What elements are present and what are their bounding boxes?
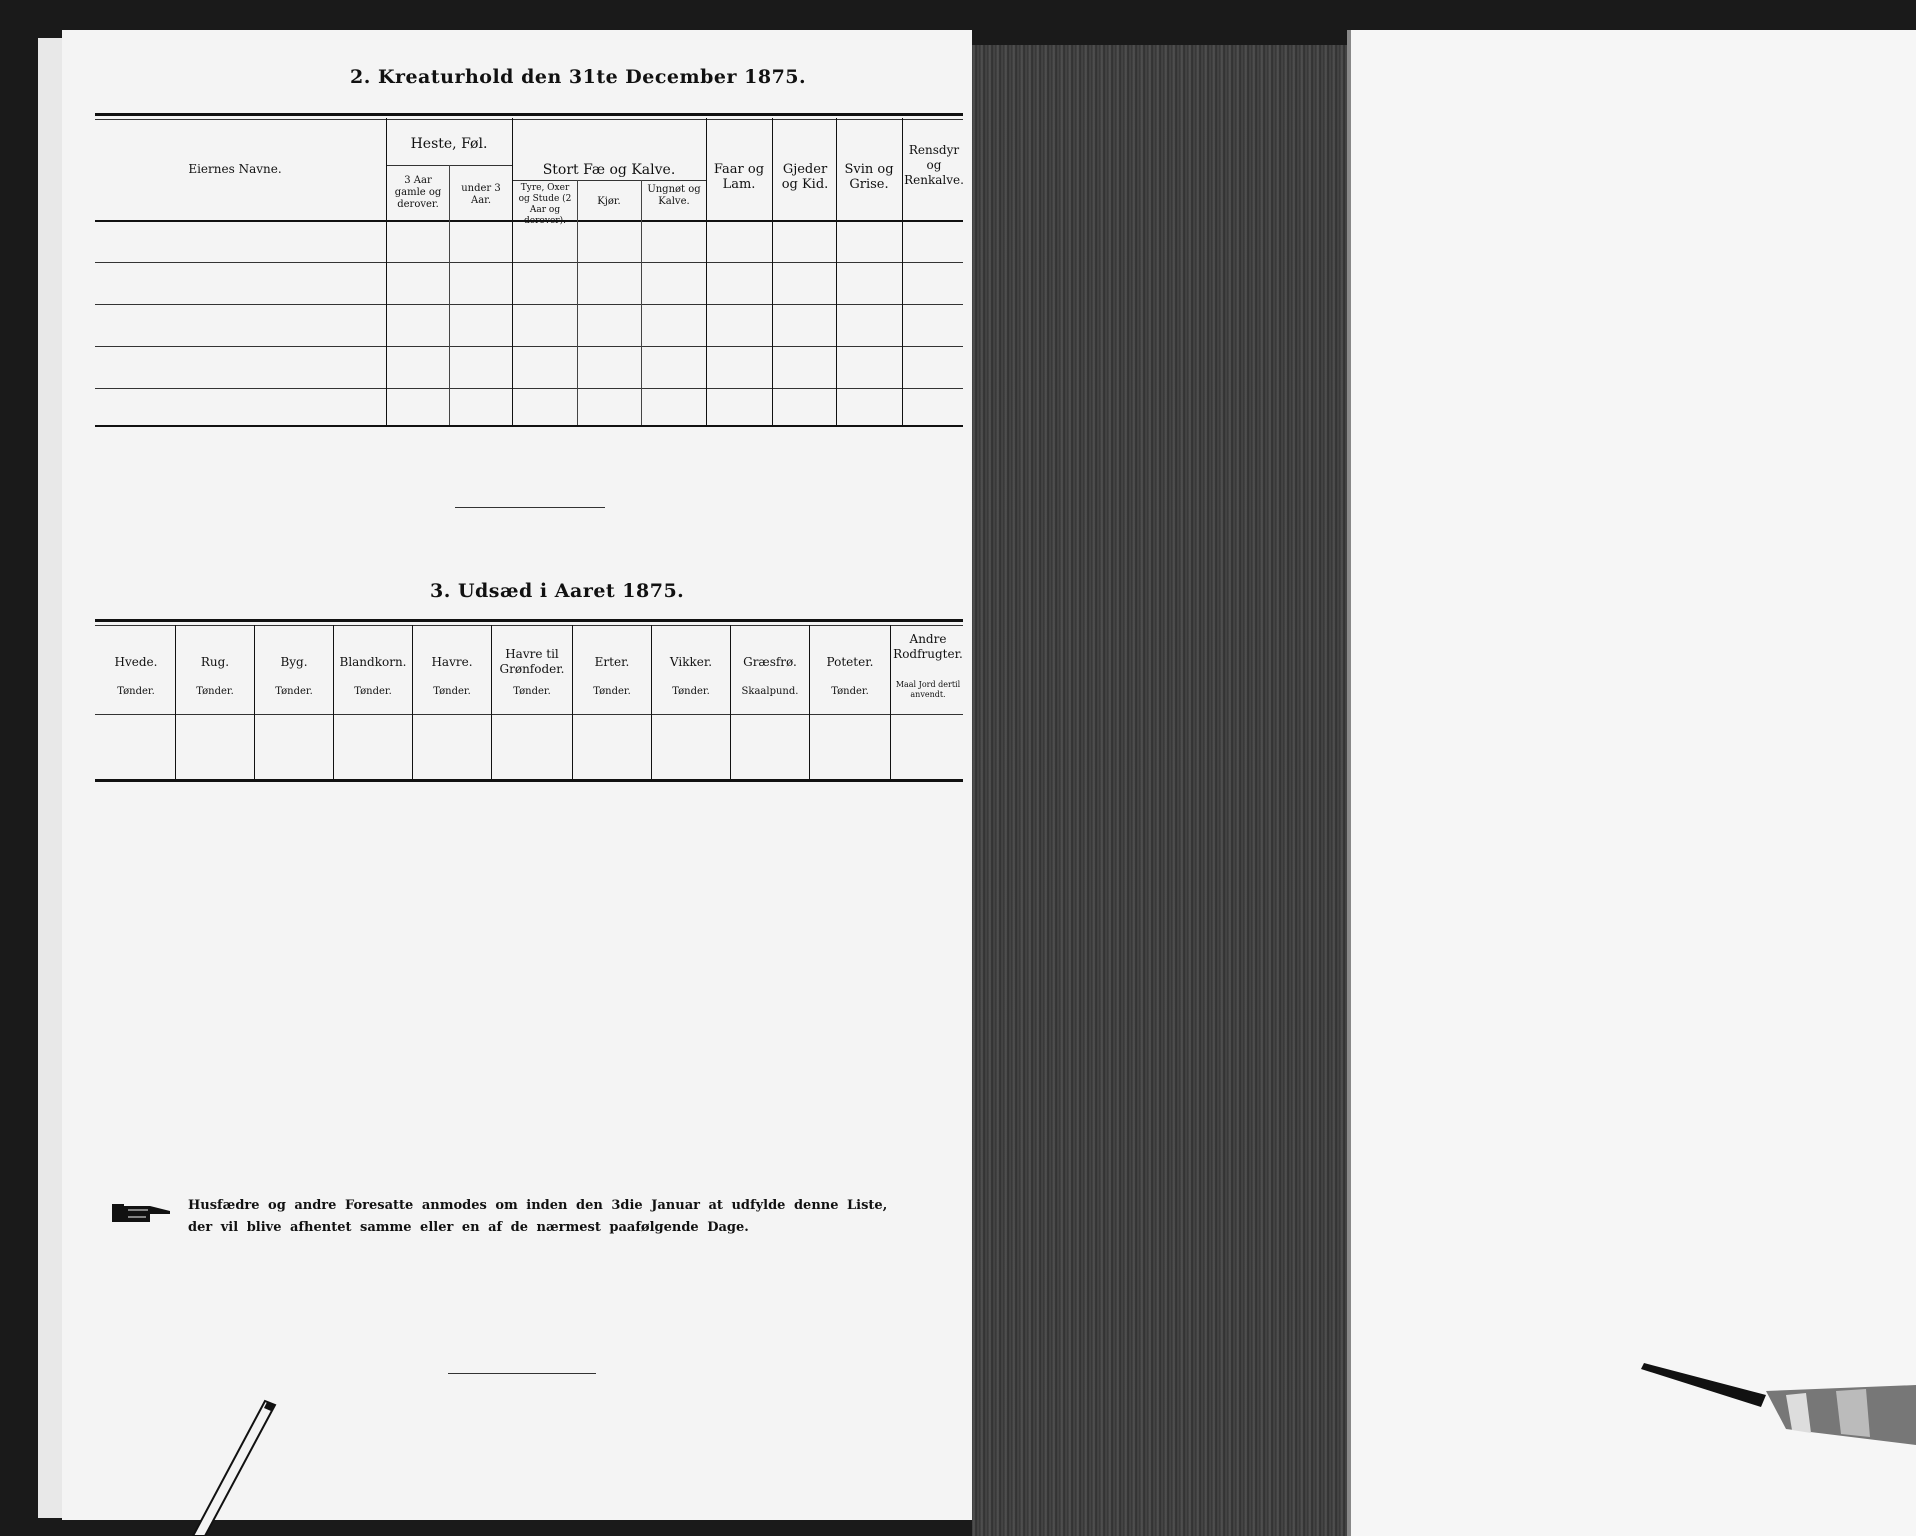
table3-vline (890, 625, 891, 779)
table2-top-rule-2 (95, 119, 963, 120)
closing-divider (448, 1373, 596, 1374)
col-havre-gronfoder: Havre til Grønfoder. (499, 647, 565, 676)
header-reindeer: Rensdyr og Renkalve. (904, 143, 964, 187)
col-hvede-unit: Tønder. (117, 686, 155, 697)
col-andre-rodfrugter-unit: Maal Jord dertil anvendt. (895, 680, 961, 699)
right-page (1347, 30, 1916, 1536)
col-poteter-unit: Tønder. (831, 686, 869, 697)
table2-vline (772, 118, 773, 425)
header-cattle-young: Ungnøt og Kalve. (647, 184, 701, 207)
header-goats: Gjeder og Kid. (781, 162, 829, 192)
table3-vline (175, 625, 176, 779)
section2-title: 2. Kreaturhold den 31te December 1875. (350, 66, 807, 88)
table3-vline (412, 625, 413, 779)
col-havre: Havre. (431, 655, 473, 669)
table3-vline (333, 625, 334, 779)
pen-icon (1636, 1355, 1916, 1445)
header-horses-3yr: 3 Aar gamle og derover. (394, 175, 442, 210)
book-gutter (972, 45, 1347, 1536)
col-byg-unit: Tønder. (275, 686, 313, 697)
header-horses: Heste, Føl. (410, 136, 488, 152)
notice-text: Husfædre og andre Foresatte anmodes om inden den 3die Januar at udfylde denne Liste, der vil blive afhentet samme eller en af de nærmest paafølgende Dage. (188, 1198, 888, 1235)
col-andre-rodfrugter: Andre Rodfrugter. (893, 632, 963, 661)
col-vikker-unit: Tønder. (672, 686, 710, 697)
table2-vline (512, 118, 513, 425)
col-erter-unit: Tønder. (593, 686, 631, 697)
table2-vline (386, 118, 387, 425)
col-havre-gronfoder-unit: Tønder. (513, 686, 551, 697)
col-rug: Rug. (200, 655, 230, 669)
right-page-edge (1347, 30, 1351, 1536)
col-graesfro: Græsfrø. (743, 655, 797, 669)
col-havre-unit: Tønder. (433, 686, 471, 697)
table2-bottom-rule (95, 425, 963, 427)
col-blandkorn: Blandkorn. (339, 655, 407, 669)
header-cattle: Stort Fæ og Kalve. (542, 162, 676, 178)
table3-top-rule (95, 619, 963, 622)
table2-top-rule (95, 113, 963, 116)
table2-vline (449, 165, 450, 425)
header-cattle-cows: Kjør. (597, 196, 621, 207)
table3-vline (651, 625, 652, 779)
table2-row-rule (95, 346, 963, 347)
table3-vline (730, 625, 731, 779)
table2-row-rule (95, 262, 963, 263)
table3-top-rule-2 (95, 625, 963, 626)
table3-vline (809, 625, 810, 779)
header-cattle-bulls: Tyre, Oxer og Stude (2 Aar og derover). (518, 183, 572, 226)
table3-header-rule (95, 714, 963, 715)
col-blandkorn-unit: Tønder. (354, 686, 392, 697)
table3-vline (254, 625, 255, 779)
header-owner: Eiernes Navne. (188, 162, 282, 176)
col-byg: Byg. (280, 655, 308, 669)
section-divider (455, 507, 605, 508)
col-poteter: Poteter. (826, 655, 874, 669)
table2-row-rule (95, 304, 963, 305)
col-vikker: Vikker. (669, 655, 713, 669)
table2-vline (706, 118, 707, 425)
pointing-hand-icon (110, 1198, 174, 1228)
table3-vline (572, 625, 573, 779)
section3-title: 3. Udsæd i Aaret 1875. (430, 580, 685, 602)
col-graesfro-unit: Skaalpund. (741, 686, 799, 697)
pen-icon (175, 1395, 285, 1536)
table2-vline (641, 180, 642, 425)
table2-vline (577, 180, 578, 425)
table2-vline (836, 118, 837, 425)
header-pigs: Svin og Grise. (844, 162, 894, 192)
col-hvede: Hvede. (114, 655, 158, 669)
table2-vline (902, 118, 903, 425)
col-rug-unit: Tønder. (196, 686, 234, 697)
header-horses-under3: under 3 Aar. (461, 183, 501, 206)
table3-bottom-rule (95, 779, 963, 782)
table3-vline (491, 625, 492, 779)
col-erter: Erter. (594, 655, 630, 669)
header-sheep: Faar og Lam. (713, 162, 765, 192)
cattle-sub-rule (512, 180, 706, 181)
table2-row-rule (95, 388, 963, 389)
